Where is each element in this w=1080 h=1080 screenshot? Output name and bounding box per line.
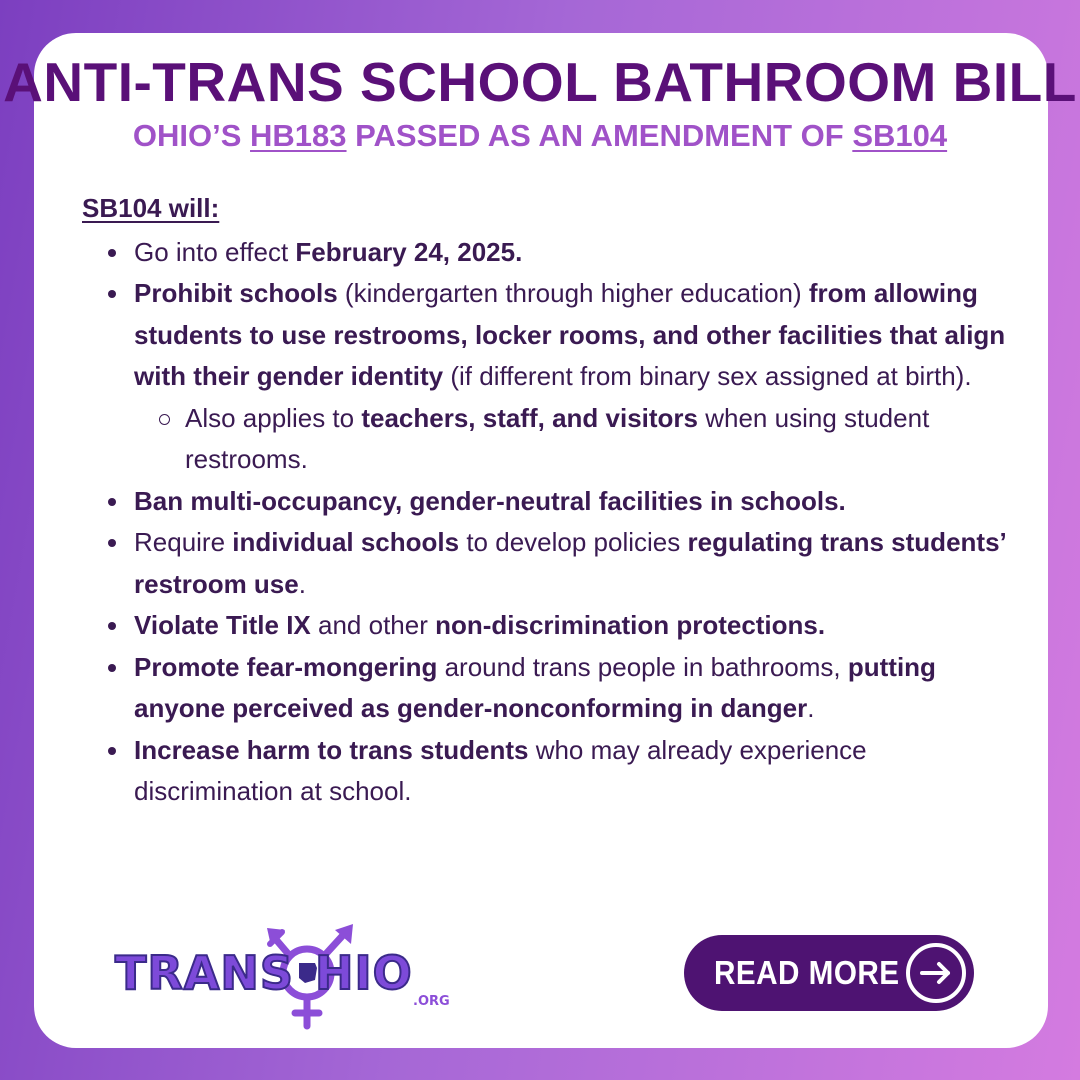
logo-org-suffix: .ORG bbox=[413, 994, 450, 1009]
bill-summary bbox=[82, 188, 1012, 813]
list-item: Require individual schools to develop policies regulating trans students’ restroom use. bbox=[82, 522, 1012, 605]
summary-intro: SB104 will: bbox=[82, 193, 220, 223]
read-more-button[interactable] bbox=[684, 935, 974, 1011]
list-item: Increase harm to trans students who may already experience discrimination at school. bbox=[82, 730, 1012, 813]
page-title: ANTI-TRANS SCHOOL BATHROOM BILL bbox=[3, 51, 1077, 113]
logo-wordmark: TRANS HIO bbox=[115, 946, 413, 1000]
transohio-logo[interactable] bbox=[115, 918, 450, 1033]
page-subtitle bbox=[0, 118, 1080, 154]
sub-list bbox=[134, 398, 1012, 481]
list-item: Prohibit schools (kindergarten through higher education) from allowing students to use restrooms, locker rooms, and other facilities that align with their gender identity (if different from binary sex assigned at birth). Also applies to teachers, staff, and visitors when using student restrooms. bbox=[82, 273, 1012, 481]
subtitle-prefix: OHIO’S bbox=[132, 118, 251, 153]
list-item: Ban multi-occupancy, gender-neutral facilities in schools. bbox=[82, 481, 1012, 523]
sub-list-item: Also applies to teachers, staff, and visitors when using student restrooms. bbox=[152, 398, 1012, 481]
sb104-link[interactable]: SB104 bbox=[852, 118, 948, 153]
list-item: Go into effect February 24, 2025. bbox=[82, 232, 1012, 274]
bullet-list bbox=[82, 232, 1012, 813]
read-more-label: READ MORE bbox=[714, 954, 900, 991]
list-item: Violate Title IX and other non-discrimination protections. bbox=[82, 605, 1012, 647]
hb183-link[interactable]: HB183 bbox=[250, 118, 347, 153]
arrow-right-icon bbox=[906, 943, 966, 1003]
subtitle-middle: PASSED AS AN AMENDMENT OF bbox=[346, 118, 853, 153]
list-item: Promote fear-mongering around trans people in bathrooms, putting anyone perceived as gender-nonconforming in danger. bbox=[82, 647, 1012, 730]
